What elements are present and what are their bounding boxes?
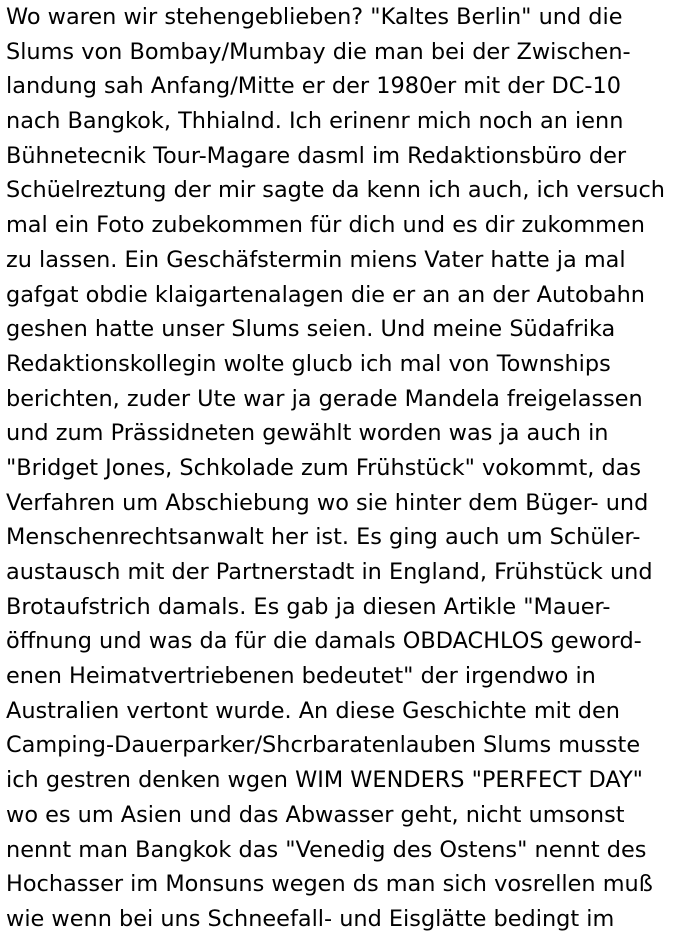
text-line: landung sah Anfang/Mitte er der 1980er mit der DC-10 [6,73,621,100]
text-line: Brotaufstrich damals. Es gab ja diesen Artikle "Mauer- [6,593,611,620]
text-line: Camping-Dauerparker/Shcrbaratenlauben Slums musste [6,732,641,759]
text-line: wo es um Asien und das Abwasser geht, nicht umsonst [6,801,625,828]
text-line: Menschenrechtsanwalt her ist. Es ging auch um Schüler- [6,524,641,551]
text-line: gafgat obdie klaigartenalagen die er an an der Autobahn [6,281,645,308]
text-line: ich gestren denken wgen WIM WENDERS "PERFECT DAY" [6,767,643,794]
text-line: zu lassen. Ein Geschäfstermin miens Vater hatte ja mal [6,246,626,273]
text-line: "Bridget Jones, Schkolade zum Frühstück" vokommt, das [6,454,642,481]
document-text [6,0,682,937]
text-line: Verfahren um Abschiebung wo sie hinter dem Büger- und [6,489,649,516]
text-line: geshen hatte unser Slums seien. Und meine Südafrika [6,316,616,343]
text-line: Redaktionskollegin wolte glucb ich mal von Townships [6,350,611,377]
text-line: Slums von Bombay/Mumbay die man bei der Zwischen- [6,38,631,65]
text-line: Hochasser im Monsuns wegen ds man sich vosrellen muß [6,871,653,898]
text-line: Wo waren wir stehengeblieben? "Kaltes Berlin" und die [6,4,623,30]
text-line: austausch mit der Partnerstadt in England, Frühstück und [6,559,653,585]
text-line: wie wenn bei uns Schneefall- und Eisglätte bedingt im [6,905,615,932]
text-line: und zum Prässidneten gewählt worden was ja auch in [6,420,609,447]
text-line: mal ein Foto zubekommen für dich und es dir zukommen [6,212,645,239]
text-line: nach Bangkok, Thhialnd. Ich erinenr mich noch an ienn [6,108,624,135]
text-line: enen Heimatvertriebenen bedeutet" der irgendwo in [6,663,596,690]
text-line: öffnung und was da für die damals OBDACHLOS geword- [6,628,642,655]
text-line: nennt man Bangkok das "Venedig des Ostens" nennt des [6,836,647,863]
text-line: Australien vertont wurde. An diese Geschichte mit den [6,697,620,724]
text-line: berichten, zuder Ute war ja gerade Mandela freigelassen [6,385,643,412]
text-line: Schüelreztung der mir sagte da kenn ich auch, ich versuch [6,177,665,204]
text-line: Bühnetecnik Tour-Magare dasml im Redaktionsbüro der [6,142,627,169]
